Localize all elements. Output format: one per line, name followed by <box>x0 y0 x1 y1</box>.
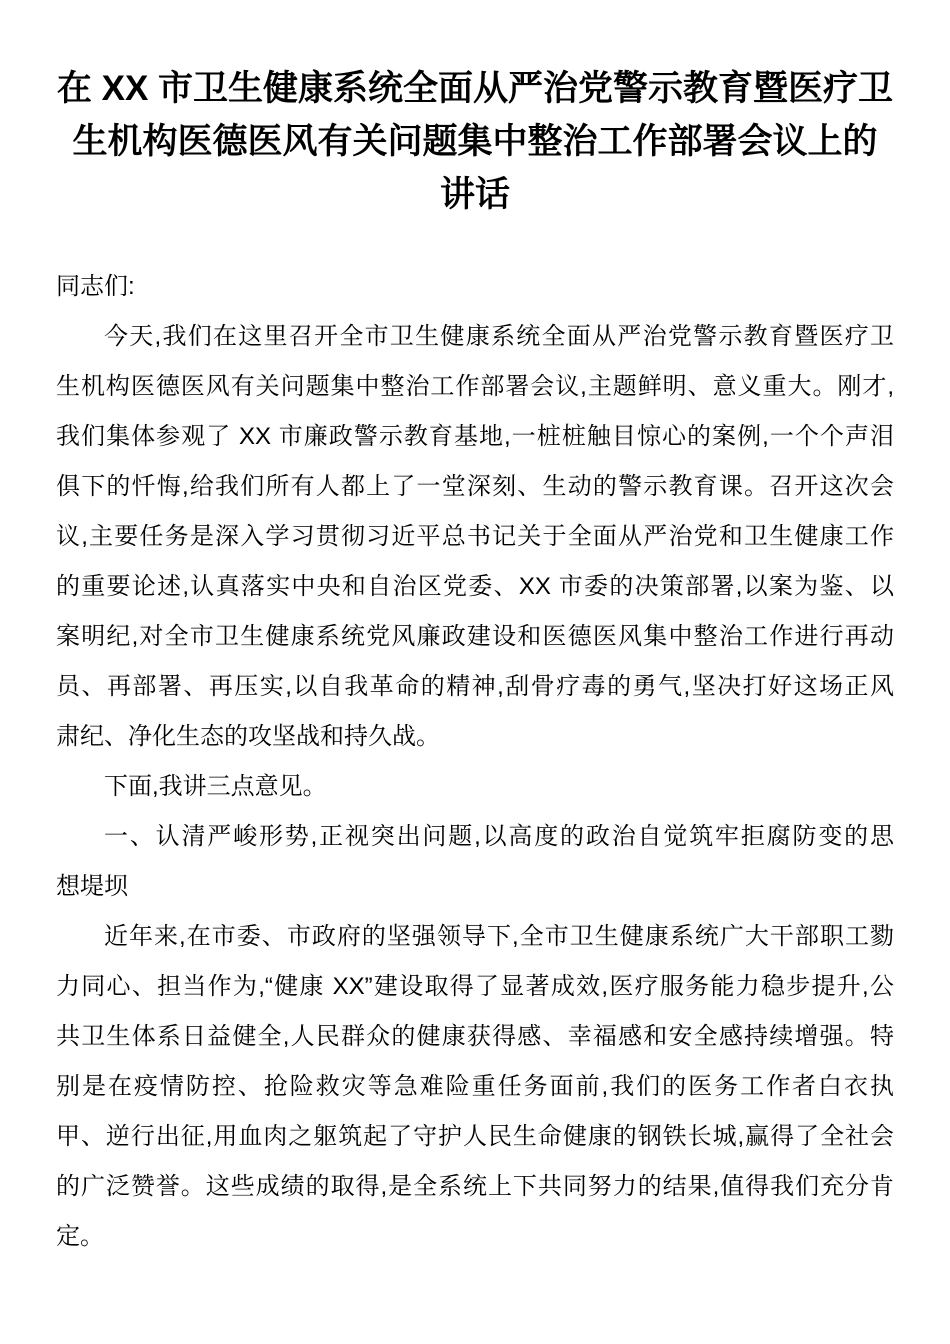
text-line: 想堤坝 <box>56 873 128 900</box>
text-line: 的广泛赞誉。这些成绩的取得,是全系统上下共同努力的结果,值得我们充分肯 <box>56 1173 894 1200</box>
text-line: 肃纪、净化生态的攻坚战和持久战。 <box>56 723 440 750</box>
document-title-line-3: 讲话 <box>439 175 510 214</box>
text-line: 别是在疫情防控、抢险救灾等急难险重任务面前,我们的医务工作者白衣执 <box>56 1073 894 1100</box>
document-title-line-1: 在 XX 市卫生健康系统全面从严治党警示教育暨医疗卫 <box>56 69 894 108</box>
text-line: 员、再部署、再压实,以自我革命的精神,刮骨疗毒的勇气,坚决打好这场正风 <box>56 673 894 700</box>
document-title-line-2: 生机构医德医风有关问题集中整治工作部署会议上的 <box>72 122 878 161</box>
paragraph-5-body <box>56 912 894 1262</box>
text-line: 同志们: <box>56 273 135 300</box>
paragraph-2-body <box>56 312 894 762</box>
text-line: 的重要论述,认真落实中央和自治区党委、XX 市委的决策部署,以案为鉴、以 <box>56 573 894 600</box>
text-line: 共卫生体系日益健全,人民群众的健康获得感、幸福感和安全感持续增强。特 <box>56 1023 894 1050</box>
text-line: 生机构医德医风有关问题集中整治工作部署会议,主题鲜明、意义重大。刚才, <box>56 373 894 400</box>
text-line: 下面,我讲三点意见。 <box>104 773 327 800</box>
text-line: 一、认清严峻形势,正视突出问题,以高度的政治自觉筑牢拒腐防变的思 <box>104 823 894 850</box>
paragraph-3-body <box>56 762 894 812</box>
document-body <box>56 262 894 1262</box>
text-line: 近年来,在市委、市政府的坚强领导下,全市卫生健康系统广大干部职工勠 <box>104 923 894 950</box>
text-line: 案明纪,对全市卫生健康系统党风廉政建设和医德医风集中整治工作进行再动 <box>56 623 894 650</box>
text-line: 议,主要任务是深入学习贯彻习近平总书记关于全面从严治党和卫生健康工作 <box>56 523 894 550</box>
text-line: 今天,我们在这里召开全市卫生健康系统全面从严治党警示教育暨医疗卫 <box>104 323 894 350</box>
text-line: 力同心、担当作为,“健康 XX”建设取得了显著成效,医疗服务能力稳步提升,公 <box>56 973 894 1000</box>
paragraph-1-salutation <box>56 262 894 312</box>
text-line: 俱下的忏悔,给我们所有人都上了一堂深刻、生动的警示教育课。召开这次会 <box>56 473 894 500</box>
text-line: 甲、逆行出征,用血肉之躯筑起了守护人民生命健康的钢铁长城,赢得了全社会 <box>56 1123 894 1150</box>
paragraph-4-heading <box>56 812 894 912</box>
text-line: 我们集体参观了 XX 市廉政警示教育基地,一桩桩触目惊心的案例,一个个声泪 <box>56 423 894 450</box>
text-line: 定。 <box>56 1223 104 1250</box>
document-title <box>56 62 894 221</box>
